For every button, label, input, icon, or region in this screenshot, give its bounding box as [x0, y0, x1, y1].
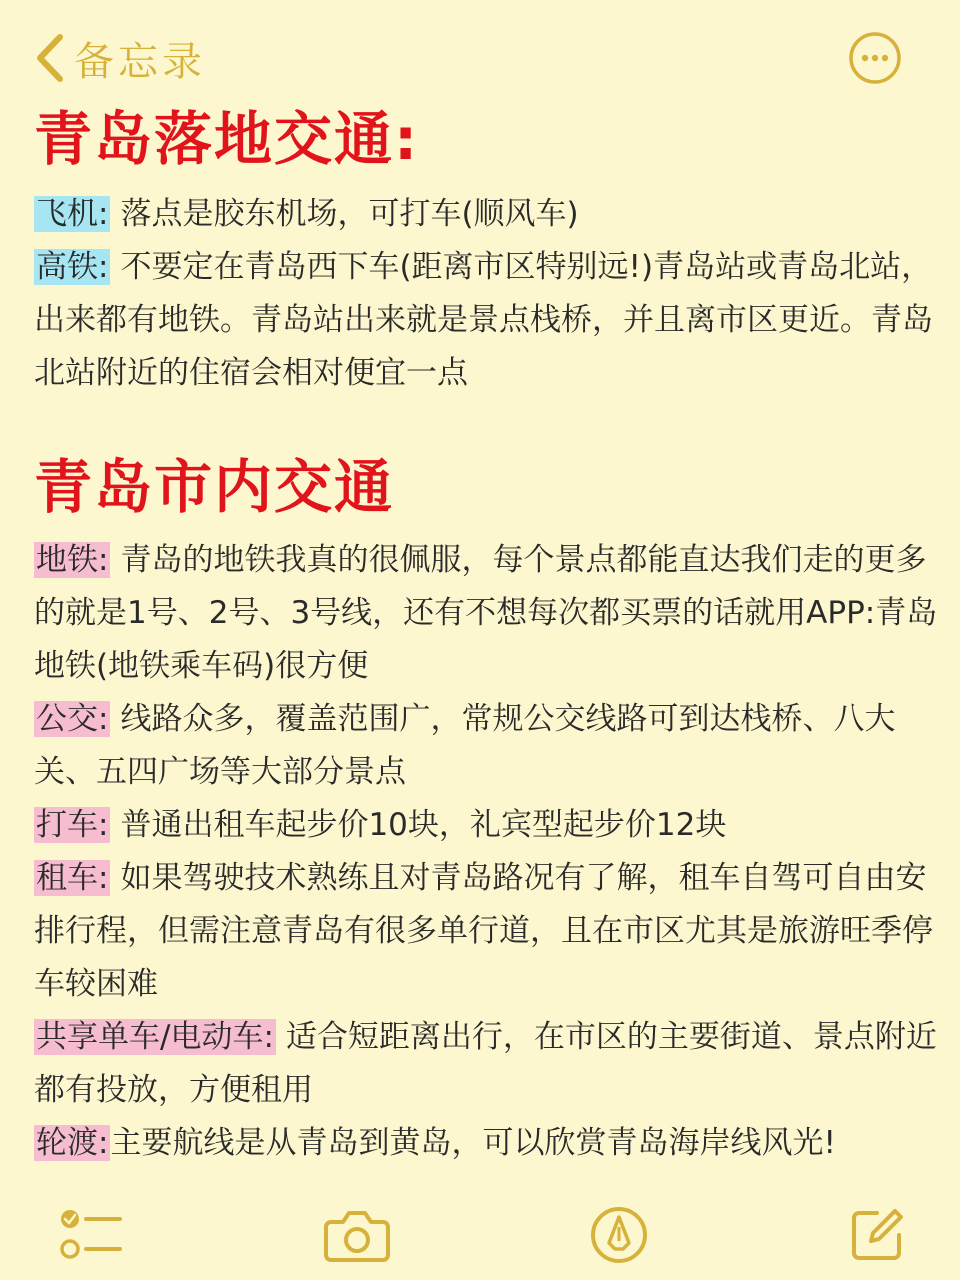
list-item [34, 1011, 946, 1117]
markup-button[interactable] [584, 1200, 654, 1270]
section-title-city: 青岛市内交通 [34, 453, 395, 521]
compose-icon [847, 1205, 907, 1265]
list-item [34, 188, 946, 241]
bottom-toolbar [0, 1192, 960, 1280]
tag-label: 地铁: [36, 542, 109, 578]
back-label: 备忘录 [74, 38, 206, 85]
list-item [34, 534, 946, 693]
tag-label: 打车: [36, 807, 109, 843]
pen-markup-icon [589, 1205, 649, 1265]
item-text: 不要定在青岛西下车(距离市区特别远!)青岛站或青岛北站，出来都有地铁。青岛站出来就是景点栈桥，并且离市区更近。青岛北站附近的住宿会相对便宜一点 [34, 249, 933, 391]
item-text: 适合短距离出行，在市区的主要街道、景点附近都有投放，方便租用 [34, 1019, 937, 1108]
camera-button[interactable] [322, 1200, 392, 1270]
section-title-landing: 青岛落地交通: [34, 105, 420, 173]
checklist-icon [58, 1205, 124, 1265]
nav-bar [0, 0, 960, 110]
checklist-button[interactable] [56, 1200, 126, 1270]
section-city [34, 534, 946, 1170]
tag-label: 轮渡: [36, 1125, 109, 1161]
chevron-left-icon [34, 33, 64, 83]
item-text: 普通出租车起步价10块，礼宾型起步价12块 [120, 807, 727, 843]
list-item [34, 241, 946, 400]
back-button[interactable] [34, 30, 206, 86]
list-item [34, 799, 946, 852]
tag-label: 高铁: [36, 249, 109, 285]
more-button[interactable] [848, 31, 902, 85]
tag-label: 飞机: [36, 196, 109, 232]
section-landing [34, 188, 946, 400]
more-horizontal-icon [848, 31, 902, 85]
compose-button[interactable] [842, 1200, 912, 1270]
list-item [34, 1117, 946, 1170]
tag-label: 共享单车/电动车: [36, 1019, 274, 1055]
item-text: 如果驾驶技术熟练且对青岛路况有了解，租车自驾可自由安排行程，但需注意青岛有很多单行道，且在市区尤其是旅游旺季停车较困难 [34, 860, 933, 1002]
list-item [34, 693, 946, 799]
item-text: 线路众多，覆盖范围广，常规公交线路可到达栈桥、八大关、五四广场等大部分景点 [34, 701, 896, 790]
camera-icon [323, 1206, 391, 1264]
item-text: 青岛的地铁我真的很佩服，每个景点都能直达我们走的更多的就是1号、2号、3号线，还有不想每次都买票的话就用APP:青岛地铁(地铁乘车码)很方便 [34, 542, 938, 684]
item-text: 落点是胶东机场，可打车(顺风车) [120, 196, 579, 232]
list-item [34, 852, 946, 1011]
item-text: 主要航线是从青岛到黄岛，可以欣赏青岛海岸线风光! [110, 1125, 836, 1161]
tag-label: 公交: [36, 701, 109, 737]
tag-label: 租车: [36, 860, 109, 896]
